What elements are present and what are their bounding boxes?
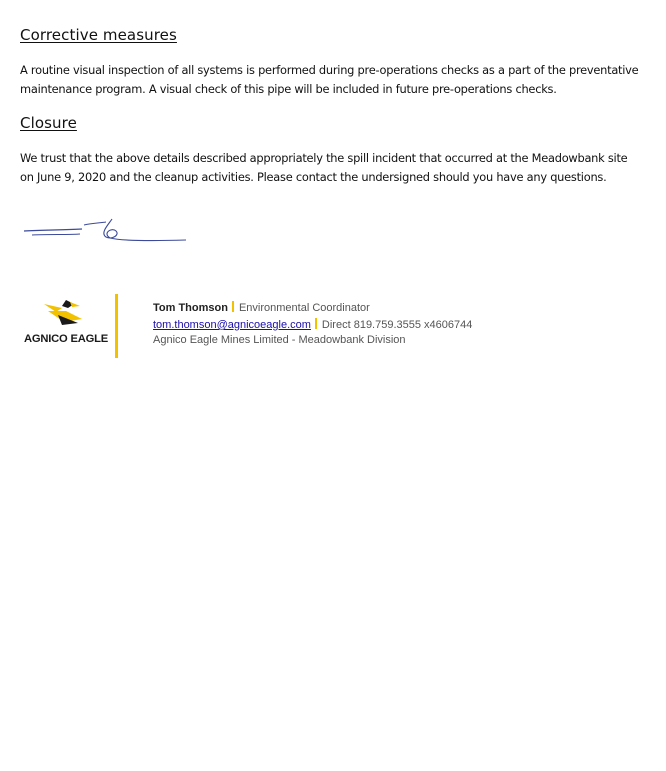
separator (315, 318, 317, 329)
paragraph-line: A routine visual inspection of all systems is performed during pre-operations checks as a part of the preventative (20, 63, 639, 77)
paragraph-line: on June 9, 2020 and the cleanup activities. Please contact the undersigned should you have any questions. (20, 170, 607, 184)
phone-number: Direct 819.759.3555 x4606744 (321, 319, 473, 331)
corrective-measures-heading: Corrective measures (20, 26, 177, 44)
signature-contact-line (153, 318, 472, 331)
logo-wordmark: AGNICO EAGLE (24, 333, 108, 345)
paragraph-line: We trust that the above details described appropriately the spill incident that occurred at the Meadowbank site (20, 151, 628, 165)
corrective-measures-paragraph (20, 61, 650, 99)
paragraph-line: maintenance program. A visual check of this pipe will be included in future pre-operations checks. (20, 82, 557, 96)
agnico-eagle-logo (22, 294, 122, 360)
separator (232, 301, 234, 312)
signature-company-line: Agnico Eagle Mines Limited - Meadowbank Division (153, 334, 406, 346)
email-link[interactable]: tom.thomson@agnicoeagle.com (153, 319, 311, 331)
signature-name-line (153, 301, 370, 314)
closure-heading: Closure (20, 114, 77, 132)
signer-title: Environmental Coordinator (238, 302, 370, 314)
handwritten-signature (22, 213, 192, 249)
logo-divider (115, 294, 118, 358)
signer-name: Tom Thomson (153, 302, 228, 314)
closure-paragraph (20, 149, 650, 187)
eagle-logo-icon (22, 294, 122, 330)
